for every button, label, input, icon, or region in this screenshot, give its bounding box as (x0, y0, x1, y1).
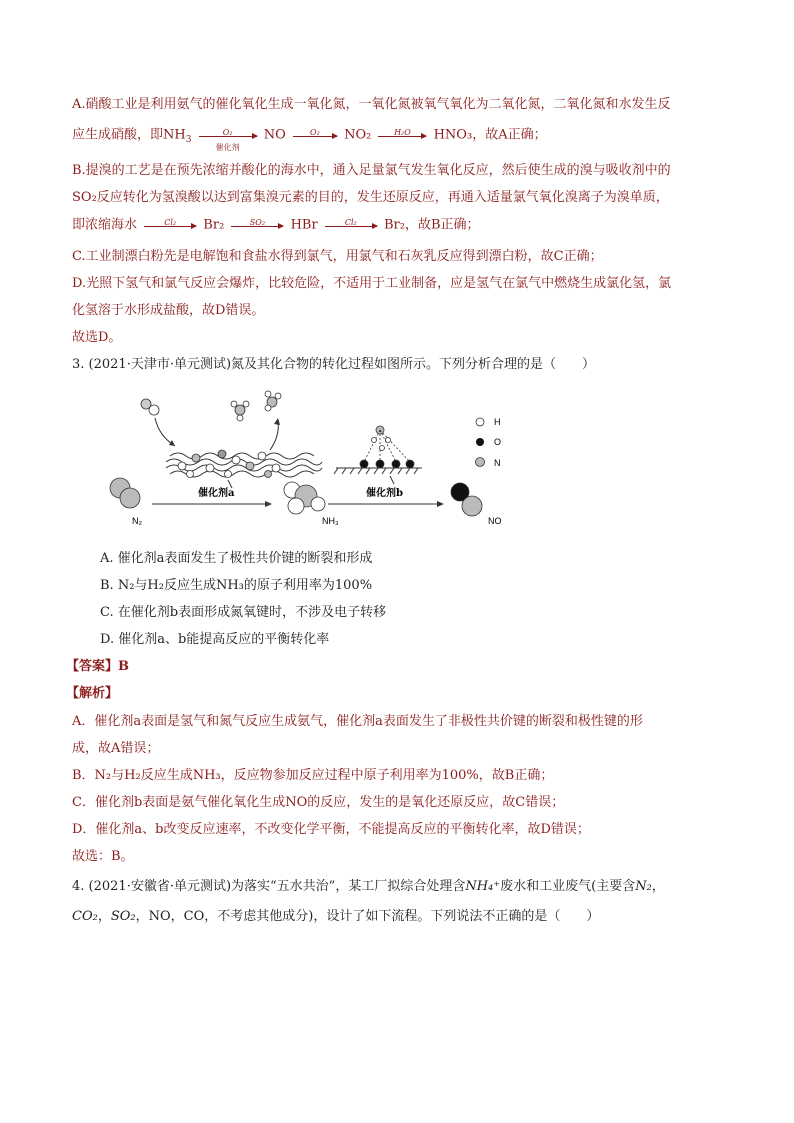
analysis-line-6: 故选：B。 (72, 849, 134, 864)
reaction-arrow (325, 216, 377, 234)
n2-molecule (110, 478, 140, 508)
arrow-top-label: Cl₂ (344, 218, 357, 227)
question-4-stem-line2 (72, 908, 599, 926)
text: 应生成硝酸，即NH (72, 127, 186, 143)
no-molecule (451, 483, 482, 516)
formula: CO₂ (72, 909, 98, 924)
question-3-stem: 3. (2021·天津市·单元测试)氮及其化合物的转化过程如图所示。下列分析合理的是（ ） (72, 357, 596, 372)
option-b: B. N₂与H₂反应生成NH₃的原子利用率为100% (100, 578, 373, 593)
formula: Br₂ (383, 217, 405, 233)
legend (476, 417, 502, 468)
formula: HBr (290, 217, 318, 233)
solution-c-line: C.工业制漂白粉先是电解饱和食盐水得到氯气，用氯气和石灰乳反应得到漂白粉，故C正确； (72, 249, 603, 264)
solution-a-line1: A.硝酸工业是利用氨气的催化氧化生成一氧化氮，一氧化氮被氧气氧化为二氧化氮，二氧化氮和水发生反 (72, 97, 671, 112)
analysis-line-2: 成，故A错误； (72, 741, 160, 756)
solution-d-line1: D.光照下氢气和氯气反应会爆炸，比较危险，不适用于工业制备，应是氢气在氯气中燃烧生成氯化氢，氯 (72, 276, 672, 291)
formula: NO (263, 127, 286, 143)
arrow-top-label: Cl₂ (164, 218, 177, 227)
solution-a-line2: 应生成硝酸，即$NH_3$ O₂ 催化剂 NO O₂ NO₂ H₂O HNO₃，故A正确； (72, 126, 547, 149)
text: ，故A正确； (472, 127, 547, 143)
n2-label: N₂ (132, 516, 142, 526)
answer-label: 【答案】B (66, 659, 129, 674)
nh3-molecule (284, 482, 325, 514)
legend-o-label: O (494, 437, 502, 447)
analysis-line-1: A．催化剂a表面是氢气和氮气反应生成氨气，催化剂a表面发生了非极性共价键的断裂和极性键的形 (72, 714, 643, 729)
catalyst-b-surface (334, 468, 422, 474)
formula: NH₄⁺ (465, 879, 501, 894)
arrow-bottom-label: 催化剂 (215, 143, 240, 152)
analysis-line-5: D．催化剂a、b改变反应速率，不改变化学平衡，不能提高反应的平衡转化率，故D错误； (72, 822, 590, 837)
arrow-top-label: H₂O (394, 128, 411, 137)
nh3-leaving-1 (231, 401, 249, 421)
solution-b-line1: B.提溴的工艺是在预先浓缩并酸化的海水中，通入足量氯气发生氧化反应，然后使生成的溴与吸收剂中的 (72, 163, 671, 178)
catalyst-a-label: 催化剂a (198, 488, 235, 499)
reaction-arrow (378, 126, 426, 144)
reaction-arrow (231, 216, 283, 234)
reaction-arrow (144, 216, 196, 234)
catalyst-b-label: 催化剂b (366, 488, 403, 499)
text: ，故B正确； (404, 217, 480, 233)
formula: HNO₃ (433, 127, 473, 143)
legend-h-label: H (494, 417, 501, 427)
text: ， (651, 879, 665, 894)
text: ，NO，CO，不考虑其他成分)，设计了如下流程。下列说法不正确的是（ ） (135, 909, 600, 924)
nh3-label: NH₃ (322, 516, 339, 526)
option-d: D. 催化剂a、b能提高反应的平衡转化率 (100, 632, 330, 647)
arrow-top-label: O₂ (310, 128, 320, 137)
formula: N₂ (635, 879, 652, 894)
formula: NO₂ (344, 127, 372, 143)
solution-d-line2: 化氢溶于水形成盐酸，故D错误。 (72, 303, 265, 318)
text: ， (97, 909, 111, 924)
formula: SO₂ (110, 909, 136, 924)
option-c: C. 在催化剂b表面形成氮氧键时，不涉及电子转移 (100, 605, 387, 620)
solution-choice: 故选D。 (72, 330, 122, 345)
text: 4. (2021·安徽省·单元测试)为落实“五水共治”，某工厂拟综合处理含 (72, 879, 466, 894)
solution-b-line2: SO₂反应转化为氢溴酸以达到富集溴元素的目的，发生还原反应，再通入适量氯气氧化溴离子为溴单质， (72, 190, 669, 205)
analysis-line-3: B．N₂与H₂反应生成NH₃，反应物参加反应过程中原子利用率为100%，故B正确； (72, 768, 554, 783)
h2-molecule (141, 399, 159, 415)
text: 废水和工业废气(主要含 (500, 879, 636, 894)
no-label: NO (488, 516, 502, 526)
adsorbed-atoms (178, 450, 280, 478)
option-a: A. 催化剂a表面发生了极性共价键的断裂和形成 (100, 551, 373, 566)
legend-o-swatch (476, 438, 484, 446)
nh3-leaving-2 (265, 391, 281, 411)
legend-n-swatch (476, 458, 485, 467)
reaction-diagram (100, 388, 520, 528)
legend-h-swatch (476, 418, 484, 426)
catalyst-b-atoms (360, 426, 414, 468)
question-4-stem-line1 (72, 878, 665, 896)
arrow-top-label: SO₂ (249, 218, 266, 227)
arrow-top-label: O₂ (222, 128, 233, 137)
analysis-title: 【解析】 (66, 686, 119, 701)
text: 即浓缩海水 (72, 217, 138, 233)
reaction-arrow (199, 126, 257, 152)
analysis-line-4: C．催化剂b表面是氨气催化氧化生成NO的反应，发生的是氧化还原反应，故C错误； (72, 795, 565, 810)
solution-b-line3 (72, 216, 480, 235)
legend-n-label: N (494, 458, 501, 468)
reaction-arrow (293, 126, 337, 144)
formula: Br₂ (203, 217, 225, 233)
